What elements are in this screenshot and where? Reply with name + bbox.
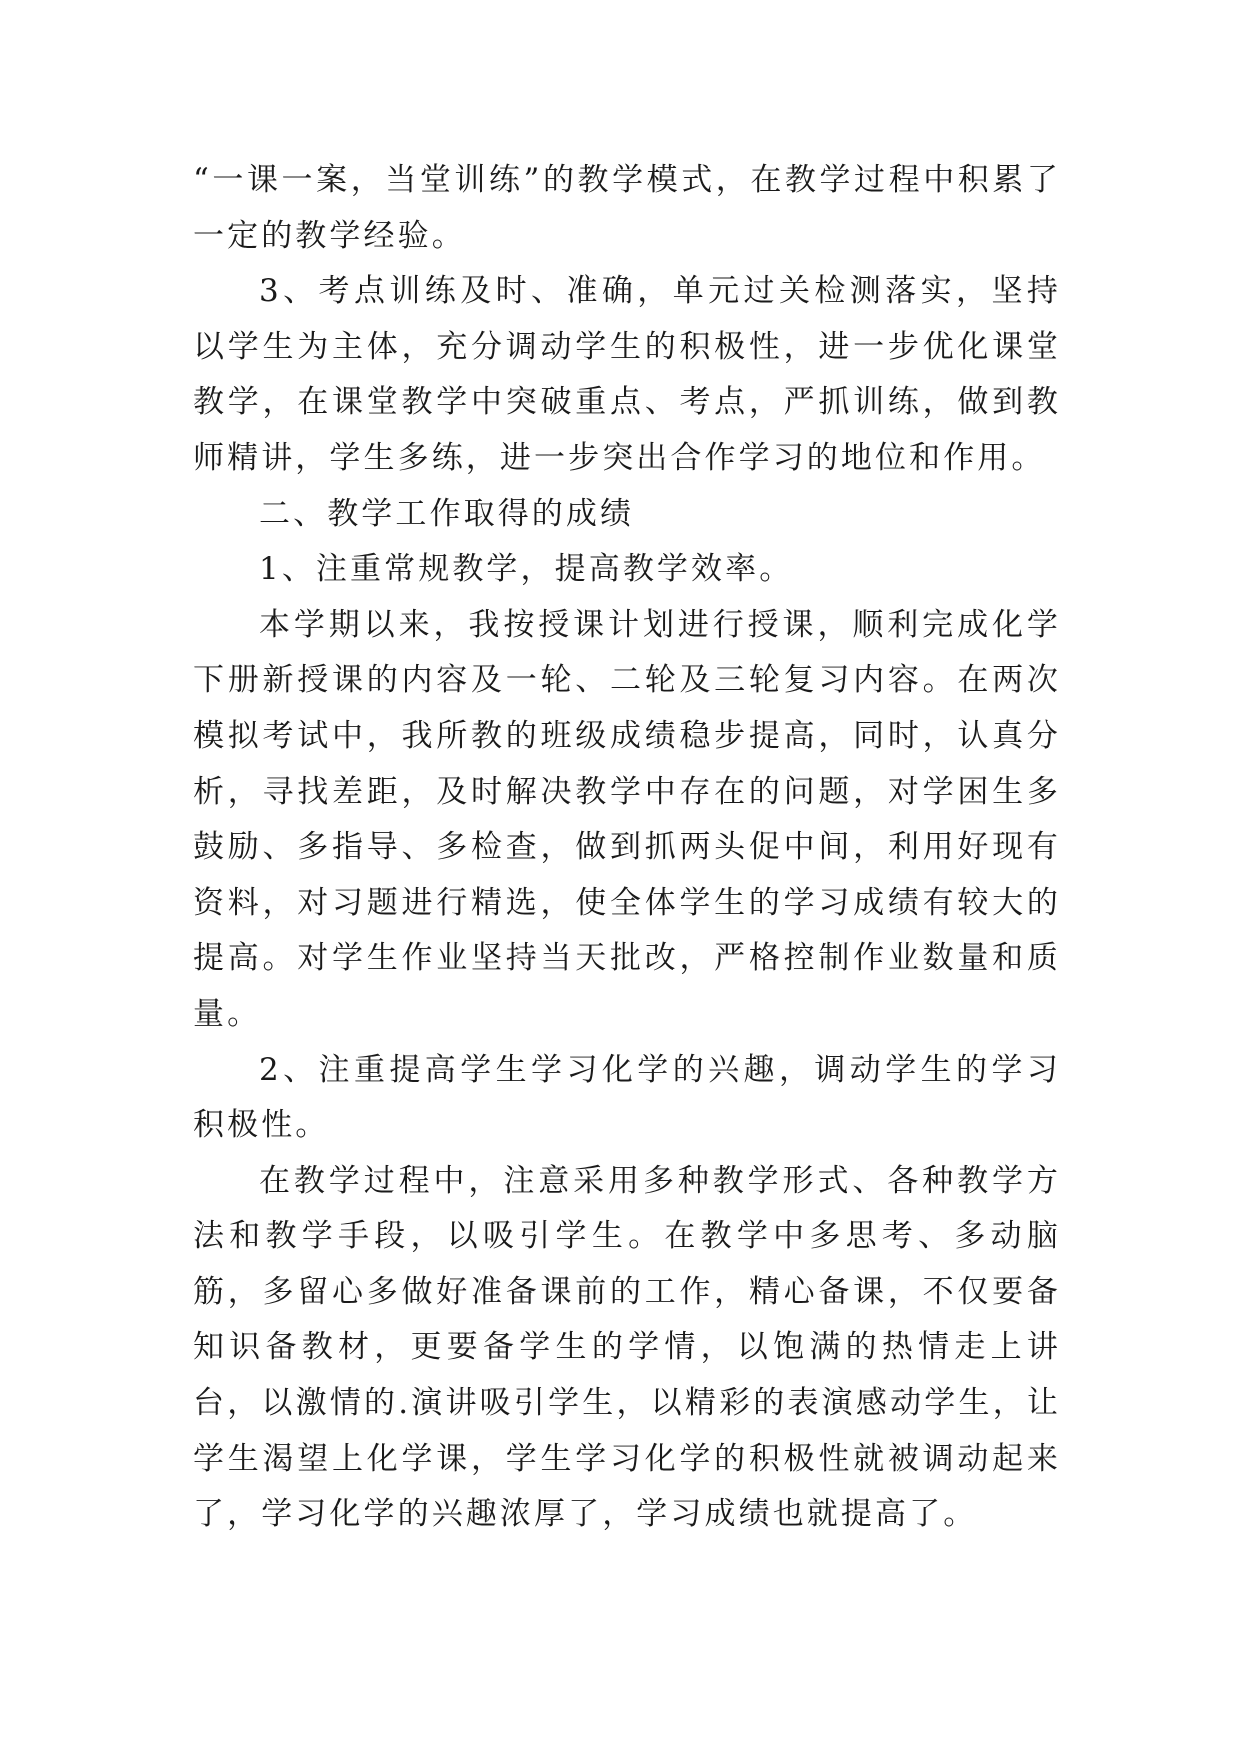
subheading-point-1: 1、注重常规教学，提高教学效率。	[259, 551, 794, 588]
document-body	[193, 153, 1061, 1543]
paragraph-continuation: “一课一案，当堂训练”的教学模式，在教学过程中积累了一定的教学经验。	[193, 162, 1061, 254]
paragraph-semester-work: 本学期以来，我按授课计划进行授课，顺利完成化学下册新授课的内容及一轮、二轮及三轮复习内容。在两次模拟考试中，我所教的班级成绩稳步提高，同时，认真分析，寻找差距，及时解决教学中存在的问题，对学困生多鼓励、多指导、多检查，做到抓两头促中间，利用好现有资料，对习题进行精选，使全体学生的学习成绩有较大的提高。对学生作业坚持当天批改，严格控制作业数量和质量。	[193, 606, 1061, 1032]
paragraph-teaching-methods: 在教学过程中，注意采用多种教学形式、各种教学方法和教学手段，以吸引学生。在教学中多思考、多动脑筋，多留心多做好准备课前的工作，精心备课，不仅要备知识备教材，更要备学生的学情，以饱满的热情走上讲台，以激情的.演讲吸引学生，以精彩的表演感动学生，让学生渴望上化学课，学生学习化学的积极性就被调动起来了，学习化学的兴趣浓厚了，学习成绩也就提高了。	[193, 1162, 1061, 1533]
paragraph-point-3: 3、考点训练及时、准确，单元过关检测落实，坚持以学生为主体，充分调动学生的积极性，进一步优化课堂教学，在课堂教学中突破重点、考点，严抓训练，做到教师精讲，学生多练，进一步突出合作学习的地位和作用。	[193, 273, 1061, 476]
subheading-point-2: 2、注重提高学生学习化学的兴趣，调动学生的学习积极性。	[193, 1051, 1061, 1144]
section-heading-achievements: 二、教学工作取得的成绩	[259, 495, 635, 532]
